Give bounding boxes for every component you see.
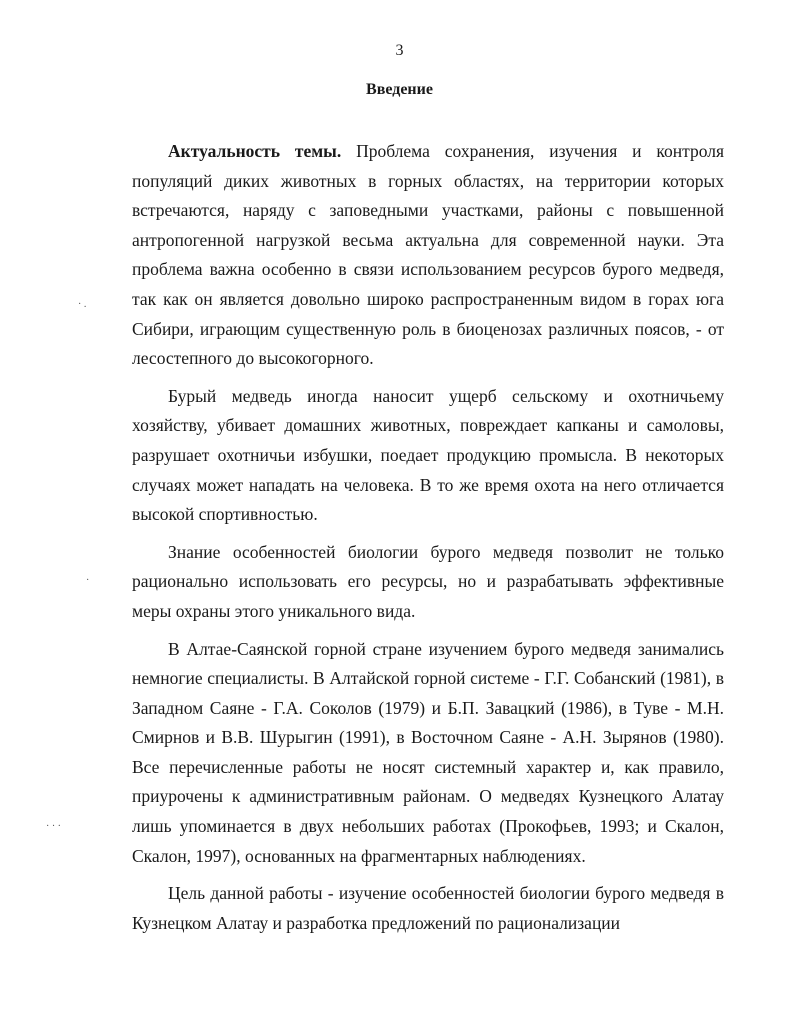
paragraph-text: Бурый медведь иногда наносит ущерб сельскому и охотничьему хозяйству, убивает домашних животных, повреждает капканы и самоловы, разрушает охотничьи избушки, поедает продукцию промысла. В некоторых случаях может нападать на человека. В то же время охота на него отличается высокой спортивностью. <box>132 385 724 525</box>
paragraph-research-history <box>132 635 724 872</box>
page-number: 3 <box>395 42 404 59</box>
body-text <box>132 137 724 946</box>
scan-speck: · · · <box>46 821 61 832</box>
paragraph-lead: Актуальность темы. <box>168 141 342 161</box>
paragraph-knowledge <box>132 538 724 627</box>
paragraph-text: Проблема сохранения, изучения и контроля популяций диких животных в горных областях, на территории которых встречаются, наряду с заповедными участками, районы с повышенной антропогенной нагрузкой весьма актуальна для современной науки. Эта проблема важна особенно в связи использованием ресурсов бурого медведя, так как он является довольно широко распространенным видом в горах юга Сибири, играющим существенную роль в биоценозах различных поясов, - от лесостепного до высокогорного. <box>132 141 724 369</box>
paragraph-text: Цель данной работы - изучение особенностей биологии бурого медведя в Кузнецком Алатау и разработка предложений по рационализации <box>132 883 724 933</box>
paragraph-goal <box>132 879 724 938</box>
scan-speck: · <box>86 575 90 586</box>
paragraph-text: Знание особенностей биологии бурого медведя позволит не только рационально использовать его ресурсы, но и разрабатывать эффективные меры охраны этого уникального вида. <box>132 541 724 621</box>
paragraph-relevance <box>132 137 724 374</box>
paragraph-damage <box>132 382 724 530</box>
scan-speck: · . <box>78 299 87 310</box>
section-title: Введение <box>366 81 433 98</box>
paragraph-text: В Алтае-Саянской горной стране изучением бурого медведя занимались немногие специалисты. В Алтайской горной системе - Г.Г. Собанский (1981), в Западном Саяне - Г.А. Соколов (1979) и Б.П. Завацкий (1986), в Туве - М.Н. Смирнов и В.В. Шурыгин (1991), в Восточном Саяне - А.Н. Зырянов (1980). Все перечисленные работы не носят системный характер и, как правило, приурочены к административным районам. О медведях Кузнецкого Алатау лишь упоминается в двух небольших работах (Прокофьев, 1993; и Скалон, Скалон, 1997), основанных на фрагментарных наблюдениях. <box>132 638 724 866</box>
